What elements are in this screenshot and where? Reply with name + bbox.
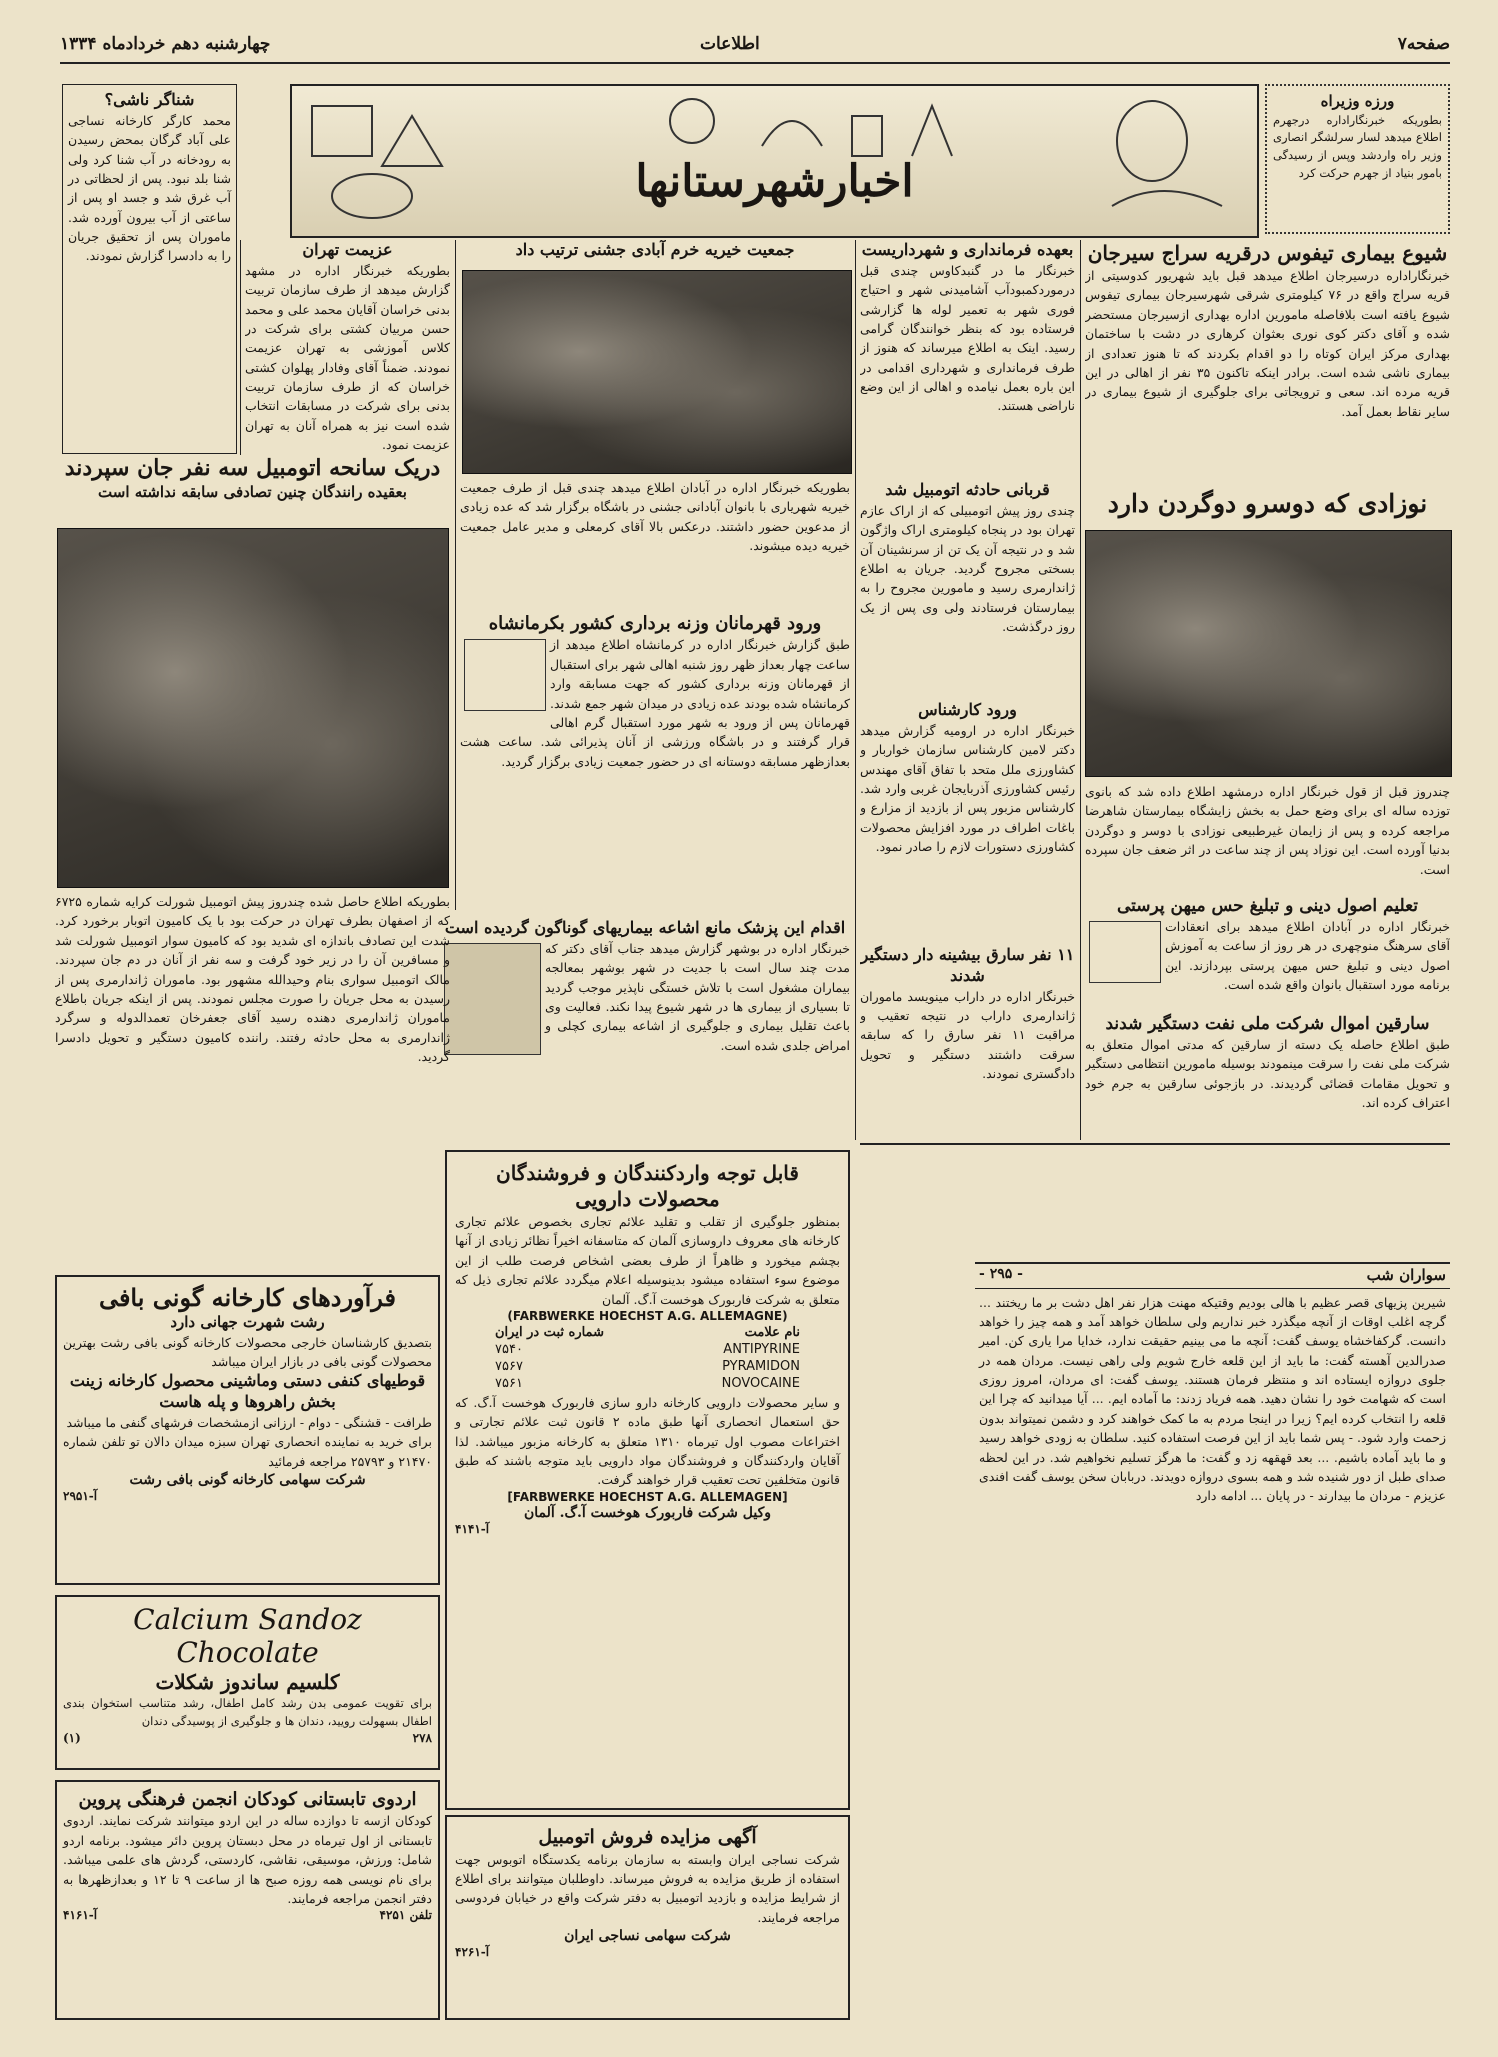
trademark-name: PYRAMIDON bbox=[722, 1358, 800, 1374]
governor-article bbox=[860, 240, 1075, 475]
carpet-code: آ-۲۹۵۱ bbox=[63, 1489, 98, 1504]
section-rule bbox=[860, 1143, 1450, 1145]
camp-text: کودکان ازسه تا دوازده ساله در این اردو میتوانند شرکت نمایند. اردوی تابستانی از اول تیرماه در محل دبستان پروین دائر میشود. برنامه اردو شامل: ورزش، موسیقی، نقاشی، کاردستی، گردش های علمی میباشد. برای نام نویسی همه روزه صبح ها از ساعت ۹ تا ۱۲ و بعدازظهرها به دفتر انجمن مراجعه فرمایند. bbox=[63, 1813, 433, 1906]
sport-logo bbox=[464, 639, 546, 711]
swimmer-text: محمد کارگر کارخانه نساجی علی آباد گرگان بمحض رسیدن به رودخانه در آب شنا کرد ولی شنا بلد نبود. پس از لحظاتی در آب غرق شد و جسد او پس از ساعتی از آب بیرون آورده شد. ماموران پس از تحقیق جریان را به دادسرا گزارش نمودند. bbox=[68, 112, 231, 264]
thieves-article bbox=[1085, 1013, 1450, 1138]
calcium-code: ۲۷۸ bbox=[412, 1730, 432, 1745]
kermanshah-title: ورود قهرمانان وزنه برداری کشور بکرمانشاه bbox=[488, 613, 822, 634]
crash-subtitle: بعقیده رانندگان چنین تصادفی سابقه نداشته است bbox=[98, 482, 407, 501]
carpet-ad bbox=[55, 1275, 440, 1585]
crash-photo bbox=[57, 528, 449, 888]
sport-text: بطوریکه خبرنگاراداره درجهرم اطلاع میدهد لسار سرلشگر انصاری وزیر راه واردشد وپس از رسیدگی بامور بنیاد از جهرم حرکت کرد bbox=[1273, 112, 1442, 180]
doctor-title: اقدام این پزشک مانع اشاعه بیماریهای گوناگون گردیده است bbox=[444, 918, 846, 937]
accident-text: چندی روز پیش اتومبیلی که از اراک عازم تهران بود در پنجاه کیلومتری اراک واژگون شد و در نتیجه آن یک تن از سرنشینان آن بسختی مجروح گردید. جریان به اطلاع ژاندارمری رسید و مامورین مجروح را به بیمارستان فرستادند ولی وی پس از یک روز درگذشت. bbox=[860, 502, 1075, 635]
issue-date: چهارشنبه دهم خردادماه ۱۳۳۴ bbox=[60, 34, 271, 54]
calcium-line1: Calcium Sandoz bbox=[133, 1603, 362, 1636]
arrest-title: ۱۱ نفر سارق بیشینه دار دستگیر شدند bbox=[860, 945, 1075, 985]
camp-ad bbox=[55, 1780, 440, 2020]
trademark-row bbox=[455, 1342, 840, 1357]
expert-text: خبرنگار اداره در ارومیه گزارش میدهد دکتر لامین کارشناس سازمان خواربار و کشاورزی ملل متحد با تفاق آقای مهندس رئیس کشاورزی آذربایجان غربی وارد شد. کارشناس مزبور پس از بازدید از مزارع و باغات اطراف در مورد افزایش محصولات کشاورزی دستورات لازم را صادر نمود. bbox=[860, 722, 1075, 855]
khorram-title: جمعیت خیریه خرم آبادی جشنی ترتیب داد bbox=[515, 240, 795, 259]
auction-sign: شرکت سهامی نساجی ایران bbox=[564, 1928, 731, 1945]
banner-title: اخبارشهرستانها bbox=[635, 156, 914, 207]
tehran-title: عزیمت تهران bbox=[302, 240, 393, 259]
auction-ad bbox=[445, 1815, 850, 2020]
trademark-name: ANTIPYRINE bbox=[723, 1341, 800, 1357]
pharma-body: و سایر محصولات دارویی کارخانه دارو سازی فاربورک هوخست آ.گ. که حق استعمال انحصاری آنها طبق ماده ۲ قانون ثبت علائم تجارتی و اختراعات مصوب اول تیرماه ۱۳۱۰ متعلق به کارخانه مزبور میباشد. لذا آقایان واردکنندگان و فروشندگان مواد دارویی باید متوجه باشند که طبق قانون متخلفین تحت تعقیب قرار خواهند گرفت. bbox=[455, 1394, 840, 1488]
disease-article bbox=[1085, 240, 1450, 485]
column-rule bbox=[240, 240, 241, 455]
thieves-title: سارقین اموال شرکت ملی نفت دستگیر شدند bbox=[1105, 1014, 1430, 1034]
crash-title: دریک سانحه اتومبیل سه نفر جان سپردند bbox=[64, 455, 441, 481]
serial-title: سواران شب bbox=[1366, 1266, 1446, 1284]
religion-text: خبرنگار اداره در آبادان اطلاع میدهد برای انعقادات آقای سرهنگ منوچهری در هر روز از ساعت به آموزش اصول دینی و تبلیغ حس میهن پرستی بپردازند. این برنامه مورد استقبال بانوان واقع شده است. bbox=[1165, 919, 1450, 993]
column-rule bbox=[1080, 240, 1081, 1140]
calcium-ad bbox=[55, 1595, 440, 1770]
col-reg: شماره ثبت در ایران bbox=[495, 1324, 604, 1340]
swimmer-box bbox=[62, 84, 237, 454]
khorram-title-box bbox=[460, 240, 850, 268]
governor-title: بعهده فرمانداری و شهرداریست bbox=[861, 240, 1074, 259]
auction-code: آ-۴۲۶۱ bbox=[455, 1945, 490, 1960]
religion-article bbox=[1085, 895, 1450, 1010]
pharma-company: (FARBWERKE HOECHST A.G. ALLEMAGNE) bbox=[507, 1308, 788, 1323]
camp-phone: تلفن ۴۲۵۱ bbox=[379, 1908, 432, 1923]
col-trademark: نام علامت bbox=[744, 1324, 800, 1340]
twins-photo bbox=[1085, 530, 1452, 777]
twins-caption-box bbox=[1085, 782, 1450, 892]
twins-caption: چندروز قبل از قول خبرنگار اداره درمشهد اطلاع داده شد که بانوی توزده ساله ای برای وضع حمل به بخش زایشگاه بیمارستان شاهرضا مراجعه کرده و پس از زایمان غیرطبیعی نوزادی با دوسر و دوگردن بدنیا آورده است. این نوزاد پس از چند ساعت در اثر ضعف جان سپرده است. bbox=[1085, 784, 1450, 877]
carpet-sign: شرکت سهامی کارخانه گونی بافی رشت bbox=[129, 1471, 366, 1488]
pharma-ad bbox=[445, 1150, 850, 1810]
tehran-article bbox=[245, 240, 450, 470]
newspaper-name: اطلاعات bbox=[700, 34, 760, 54]
serial-text: شیرین پزیهای قصر عظیم با هالی بودیم وقتیکه مهنت هزار نفر اهل دشت بر ما ریختند ... گرچه اغلب اوقات از آنچه میگذرد خبر نداریم ولی سلطان خواهد آمد و همه چیز را خواهد دانست. گرکفاخشاه یوسف گفت: آنچه ما می بینیم حقیقت ندارد، خدایا مرا یاری کن. امیر صدرالدین آهسته گفت: ما باید از این قلعه خارج شویم ولی راهی نیست. مردان همه در جلوی دروازه ایستاده اند و منتظر فرمان هستند. یوسف گفت: ای مردان، امروز روزی است که شهامت خود را نشان دهید. همه فریاد زدند: ما آماده ایم. ... آیا میدانید که چرا این قلعه را انتخاب کرده ایم؟ زیرا در اینجا مردم به ما کمک خواهند کرد و دشمن نمیتواند بدون زحمت وارد شود. - پس شما باید از این فرصت استفاده کنید. سلطان به زودی خواهد رسید و ما باید آماده باشیم. ... بعد قهقهه زد و گفت: ما هرگز تسلیم نخواهیم شد. در این لحظه صدای طبل از دور شنیده شد و همه بسوی دروازه دویدند. دربابان سخن یوسف گفت افندی عزیزم - مردان ما بیدارند - در پایان ... ادامه دارد bbox=[979, 1294, 1446, 1504]
calcium-line2: Chocolate bbox=[176, 1636, 319, 1669]
calcium-text: برای تقویت عمومی بدن رشد کامل اطفال، رشد متناسب استخوان بندی اطفال بسهولت رویید، دندان ها و جلوگیری از پوسیدگی دندان bbox=[63, 1696, 432, 1728]
khorram-photo bbox=[462, 270, 852, 474]
pharma-code: آ-۴۱۴۱ bbox=[455, 1521, 490, 1536]
pharma-company2: [FARBWERKE HOECHST A.G. ALLEMAGEN] bbox=[507, 1489, 788, 1504]
crash-article bbox=[55, 892, 450, 1267]
trademark-num: ۷۵۶۱ bbox=[495, 1375, 523, 1391]
arrest-text: خبرنگار اداره در داراب مینویسد ماموران ژاندارمری داراب در نتیجه تعقیب و مراقبت ۱۱ نفر سارق را که سابقه سرقت داشتند دستگیر و تحویل دادگستری نمودند. bbox=[860, 988, 1075, 1082]
provinces-banner bbox=[290, 84, 1259, 238]
auction-title: آگهی مزایده فروش اتومبیل bbox=[538, 1826, 757, 1848]
kermanshah-text: طبق گزارش خبرنگار اداره در کرمانشاه اطلاع میدهد از ساعت چهار بعداز ظهر روز شنبه اهالی شهر برای استقبال از قهرمانان وزنه برداری کشور که جهت مسابقه وارد کرمانشاه شده بودند عده زیادی در میدان شهر جمع شدند. قهرمانان پس از ورود به شهر مورد استقبال گرم اهالی قرار گرفتند و در باشگاه ورزشی از آنان پذیرائی شد. ساعت هشت بعدازظهر مسابقه دوستانه ای در حضور جمعیت زیادی برگزار گردید. bbox=[460, 637, 850, 769]
pharma-sign: وکیل شرکت فاربورک هوخست آ.گ. آلمان bbox=[523, 1504, 772, 1521]
serial-num: - ۲۹۵ - bbox=[979, 1266, 1023, 1282]
thieves-text: طبق اطلاع حاصله یک دسته از سارقین که مدتی اموال متعلق به شرکت ملی نفت را سرقت مینمودند بوسیله مامورین انتظامی دستگیر و تحویل مقامات قضائی گردیدند. در بازجوئی سارقین به جرم خود اعتراف کرده اند. bbox=[1085, 1037, 1450, 1111]
trademark-num: ۷۵۴۰ bbox=[495, 1341, 523, 1357]
accident-title: قربانی حادثه اتومبیل شد bbox=[885, 480, 1050, 499]
accident-article bbox=[860, 480, 1075, 695]
carpet-address: برای خرید به نماینده انحصاری تهران سبزه میدان دالان تو تلفن شماره ۲۱۴۷۰ و ۲۵۷۹۳ مراجعه فرمائید bbox=[63, 1434, 432, 1469]
swimmer-title: شناگر ناشی؟ bbox=[104, 90, 195, 109]
camp-code: آ-۴۱۶۱ bbox=[63, 1908, 98, 1923]
sport-title: ورزه وزیراه bbox=[1320, 92, 1395, 110]
calcium-fa: کلسیم ساندوز شکلات bbox=[155, 1670, 340, 1694]
governor-text: خبرنگار ما در گنبدکاوس چندی قبل درموردکمبودآب آشامیدنی شهر و احتیاج فوری شهر به تعمیر لوله ها گزارشی فرستاده بود که بنظر خوانندگان گرامی رسید. اینک به اطلاع میرساند که هنوز از طرف فرمانداری و شهرداری اقدامی در این باره بعمل نیامده و اهالی از این وضع ناراضی هستند. bbox=[860, 262, 1075, 414]
carpet-subtitle: رشت شهرت جهانی دارد bbox=[170, 1313, 325, 1331]
disease-text: خبرنگاراداره درسیرجان اطلاع میدهد قبل باید شهریور کدوسیتی از قریه سراج واقع در ۷۶ کیلومتری شرقی شهرسیرجان بیماری تیفوس شیوع یافته است بلافاصله مامورین اداره بهداری ازسیرجان مستحضر شده و آقای دکتر کوی نوری بعثوان کرهاری در دشت با ساختمان بهداری مرکز ایران کوتاه را دو اقدام بکردند که تا هنوز تعدادی از بیماری ناشی شده است. برادر اینکه تاکنون ۳۵ نفر از اهالی در این قریه مرده اند. سعی و ترویجاتی برای جلوگیری از شیوع بیماری در سایر نقاط بعمل آمد. bbox=[1085, 268, 1450, 419]
column-rule bbox=[455, 240, 456, 910]
crash-title-box bbox=[55, 455, 450, 525]
carpet-text: بتصدیق کارشناسان خارجی محصولات کارخانه گونی بافی رشت بهترین محصولات گونی بافی در بازار ایران میباشد bbox=[63, 1334, 432, 1369]
serial-article bbox=[975, 1262, 1450, 2024]
sport-box bbox=[1265, 84, 1450, 234]
doctor-article bbox=[440, 918, 850, 1143]
tehran-text: بطوریکه خبرنگار اداره در مشهد گزارش میدهد از طرف سازمان تربیت بدنی خراسان آقایان محمد علی و محمد حسن مربیان کشتی برای شرکت در کلاس آموزشی به تهران عزیمت نمودند. ضمناً آقای وفادار پهلوان کشتی خراسان که از طرف سازمان تربیت بدنی برای شرکت در مسابقات انتخاب شده است نیز به همراه آنان به تهران عزیمت نمود. bbox=[245, 262, 450, 453]
auction-text: شرکت نساجی ایران وابسته به سازمان برنامه یکدستگاه اتوبوس جهت استفاده از طریق مزایده به فروش میرساند. داوطلبان میتوانند برای اطلاع از شرایط مزایده و بازدید اتومبیل به دفتر شرکت واقع در خیابان فردوسی مراجعه فرمایند. bbox=[455, 1851, 840, 1925]
carpet-list: طرافت - قشنگی - دوام - ارزانی ازمشخصات فرشهای گنفی ما میباشد bbox=[66, 1414, 432, 1430]
calcium-num: (۱) bbox=[63, 1730, 81, 1745]
khorram-caption-box bbox=[460, 478, 850, 608]
trademark-row bbox=[455, 1359, 840, 1374]
carpet-title: فرآوردهای کارخانه گونی بافی bbox=[98, 1283, 397, 1312]
khorram-caption: بطوریکه خبرنگار اداره در آبادان اطلاع میدهد چندی قبل از طرف جمعیت خیریه شهریاری با بانوان آبادانی جشنی در باشگاه برگزار شد که عده زیادی از مدعوین حضور داشتند. درعکس بالا آقای کرمعلی و مدیر عامل جمعیت خیریه دیده میشوند. bbox=[460, 480, 850, 554]
religion-title: تعلیم اصول دینی و تبلیغ حس میهن پرستی bbox=[1116, 896, 1419, 916]
expert-article bbox=[860, 700, 1075, 940]
kermanshah-article bbox=[460, 612, 850, 912]
trademark-row bbox=[455, 1376, 840, 1391]
pharma-title: قابل توجه واردکنندگان و فروشندگان محصولات دارویی bbox=[496, 1161, 799, 1211]
trademark-num: ۷۵۶۷ bbox=[495, 1358, 523, 1374]
pharma-intro: بمنظور جلوگیری از تقلب و تقلید علائم تجاری بخصوص علائم تجاری کارخانه های معروف داروسازی آلمان که متاسفانه اخیراً نظائر زیادی از آنها بچشم میخورد و ظاهراً از طرف بعضی اشخاص فرصت طلب از این موضوع سوء استفاده میشود بدینوسیله اعلام میگردد علائم تجاری ذیل که متعلق به شرکت فاربورک هوخست آ.گ. آلمان bbox=[455, 1214, 840, 1307]
doctor-logo bbox=[444, 943, 541, 1055]
page-header bbox=[60, 30, 1450, 64]
twins-title: نوزادی که دوسرو دوگردن دارد bbox=[1107, 489, 1428, 518]
disease-title: شیوع بیماری تیفوس درقریه سراج سیرجان bbox=[1087, 241, 1448, 265]
religion-logo bbox=[1089, 921, 1161, 983]
page-number: صفحه۷ bbox=[1397, 34, 1450, 54]
column-rule bbox=[855, 240, 856, 1140]
twins-title-box bbox=[1085, 488, 1450, 528]
camp-title: اردوی تابستانی کودکان انجمن فرهنگی پروین bbox=[78, 1789, 417, 1810]
expert-title: ورود کارشناس bbox=[918, 700, 1017, 719]
crash-text: بطوریکه اطلاع حاصل شده چندروز پیش اتومبیل شورلت کرایه شماره ۶۷۲۵ که از اصفهان بطرف تهران در حرکت بود با یک کامیون اتوبار برخورد کرد. شدت این تصادف باندازه ای شدید بود که کامیون سوار اتومبیل شورلت شد و مسافرین آن را در زیر خود گرفت و سه نفر از آنان در دم جان سپردند. مالک اتومبیل سواری بنام وحیدالله مشهور بود. ماموران ژاندارمری پس از رسیدن به محل جریان را صورت مجلس نمودند. پس از اینکه جریان باطلاع ماموران ژاندارمری دهنده رسید آقای جعفرخان تعمدالدوله و سرگرد ژاندارمری به محل حادثه رفتند. راننده کامیون دستگیر و تحویل دادسرا گردید. bbox=[55, 894, 450, 1064]
doctor-text: خبرنگار اداره در بوشهر گزارش میدهد جناب آقای دکتر که مدت چند سال است با جدیت در شهر بوشهر بمعالجه بیماران مشغول است با تلاش خستگی ناپذیر موجب گردید تا بسیاری از بیماری ها در شهر شیوع پیدا نکند. فعالیت وی باعث تقلیل بیماری و جلوگیری از اشاعه بیماری کچلی و امراض جلدی شده است. bbox=[545, 940, 850, 1053]
carpet-products: قوطیهای کنفی دستی وماشینی محصول کارخانه زینت بخش راهروها و پله هاست bbox=[69, 1371, 426, 1412]
trademark-name: NOVOCAINE bbox=[721, 1375, 800, 1391]
arrest-article bbox=[860, 945, 1075, 1130]
